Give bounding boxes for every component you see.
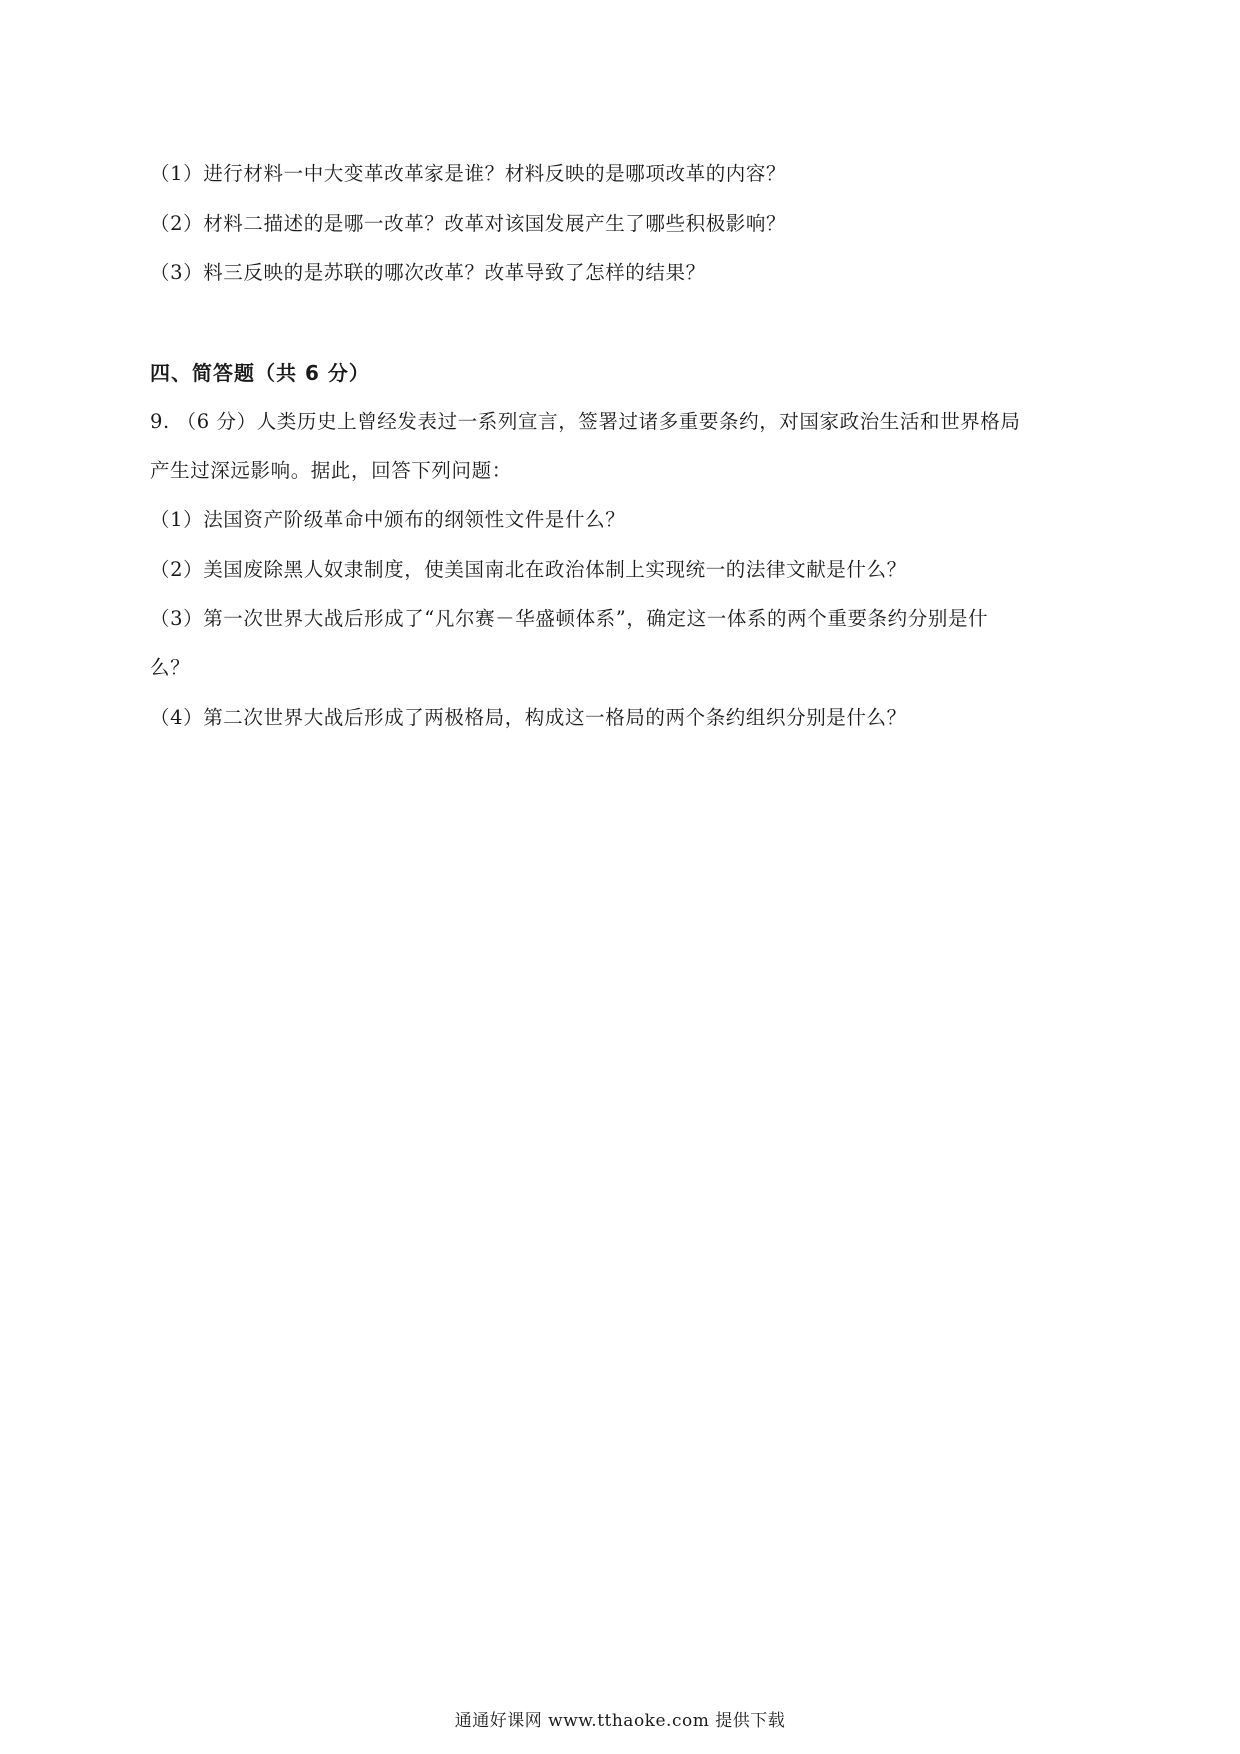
question-9-sub3-line1: （3）第一次世界大战后形成了“凡尔赛－华盛顿体系”，确定这一体系的两个重要条约分别是什	[150, 607, 989, 630]
section-heading: 四、简答题（共 6 分）	[150, 361, 370, 385]
question-9-stem-line1: 9. （6 分）人类历史上曾经发表过一系列宣言，签署过诸多重要条约，对国家政治生活和世界格局	[150, 410, 1021, 433]
question-8-sub1: （1）进行材料一中大变革改革家是谁？材料反映的是哪项改革的内容？	[150, 162, 787, 185]
question-9-sub1: （1）法国资产阶级革命中颁布的纲领性文件是什么？	[150, 508, 626, 531]
question-8-sub3: （3）料三反映的是苏联的哪次改革？改革导致了怎样的结果？	[150, 261, 706, 284]
question-8-sub2: （2）材料二描述的是哪一改革？改革对该国发展产生了哪些积极影响？	[150, 212, 787, 235]
question-9-sub2: （2）美国废除黑人奴隶制度，使美国南北在政治体制上实现统一的法律文献是什么？	[150, 558, 907, 581]
question-9-sub4: （4）第二次世界大战后形成了两极格局，构成这一格局的两个条约组织分别是什么？	[150, 706, 907, 729]
question-9-stem-line2: 产生过深远影响。据此，回答下列问题：	[150, 459, 512, 482]
question-9-sub3-line2: 么？	[150, 656, 191, 679]
footer-text: 通通好课网 www.tthaoke.com 提供下载	[454, 1711, 786, 1731]
